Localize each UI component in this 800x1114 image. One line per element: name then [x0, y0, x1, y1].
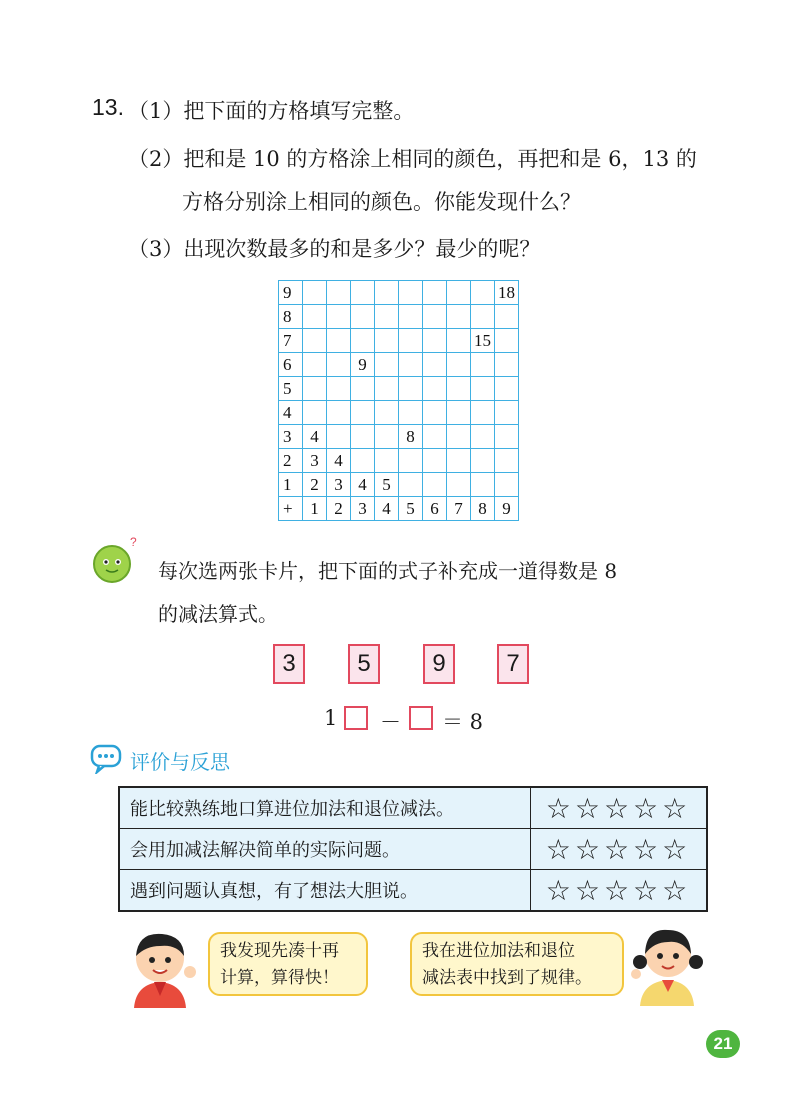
grid-cell[interactable] [399, 473, 423, 497]
grid-row-header: 7 [279, 329, 303, 353]
grid-cell[interactable] [399, 305, 423, 329]
grid-cell[interactable] [399, 449, 423, 473]
grid-cell[interactable]: 9 [351, 353, 375, 377]
answer-blank-2[interactable] [409, 706, 433, 730]
grid-cell[interactable] [375, 377, 399, 401]
grid-cell[interactable] [423, 449, 447, 473]
grid-column-header: 8 [471, 497, 495, 521]
question-part-3: （3）出现次数最多的和是多少？最少的呢？ [128, 237, 541, 261]
number-card[interactable]: 9 [423, 644, 455, 684]
grid-cell[interactable] [423, 281, 447, 305]
grid-row-header: 8 [279, 305, 303, 329]
grid-cell[interactable] [423, 353, 447, 377]
girl-speech-line-2: 减法表中找到了规律。 [422, 968, 592, 988]
grid-cell[interactable] [399, 329, 423, 353]
grid-cell[interactable] [447, 305, 471, 329]
grid-cell[interactable]: 2 [303, 473, 327, 497]
star-rating[interactable]: ☆☆☆☆☆ [531, 829, 708, 870]
grid-cell[interactable] [327, 305, 351, 329]
grid-cell[interactable]: 18 [495, 281, 519, 305]
grid-cell[interactable] [423, 377, 447, 401]
grid-cell[interactable] [375, 401, 399, 425]
question-part-2b: 方格分别涂上相同的颜色。你能发现什么？ [182, 190, 581, 214]
grid-cell[interactable] [471, 377, 495, 401]
grid-cell[interactable] [495, 377, 519, 401]
grid-column-header: 6 [423, 497, 447, 521]
table-row [119, 787, 707, 829]
chat-bubble-icon [90, 742, 122, 774]
grid-cell[interactable] [351, 425, 375, 449]
grid-cell[interactable] [423, 473, 447, 497]
number-card[interactable]: 5 [348, 644, 380, 684]
grid-column-header: 7 [447, 497, 471, 521]
grid-row-header: + [279, 497, 303, 521]
grid-cell[interactable] [351, 401, 375, 425]
grid-cell[interactable] [471, 473, 495, 497]
evaluation-table [118, 786, 708, 912]
thinking-text-line-1: 每次选两张卡片，把下面的式子补充成一道得数是 8 [158, 559, 618, 583]
criterion-text: 能比较熟练地口算进位加法和退位减法。 [119, 787, 531, 829]
grid-cell[interactable] [471, 449, 495, 473]
grid-cell[interactable] [399, 353, 423, 377]
grid-cell[interactable] [303, 401, 327, 425]
grid-cell[interactable] [327, 281, 351, 305]
grid-cell[interactable] [375, 353, 399, 377]
grid-cell[interactable] [351, 449, 375, 473]
grid-cell[interactable] [351, 281, 375, 305]
grid-cell[interactable] [423, 329, 447, 353]
svg-text:?: ? [130, 536, 137, 549]
grid-cell[interactable]: 15 [471, 329, 495, 353]
grid-cell[interactable] [303, 281, 327, 305]
grid-cell[interactable] [375, 281, 399, 305]
number-card[interactable]: 7 [497, 644, 529, 684]
grid-cell[interactable] [327, 425, 351, 449]
grid-cell[interactable] [327, 377, 351, 401]
criterion-text: 遇到问题认真想，有了想法大胆说。 [119, 870, 531, 912]
grid-row-header: 6 [279, 353, 303, 377]
grid-cell[interactable] [303, 377, 327, 401]
boy-speech-bubble [208, 932, 368, 996]
grid-column-header: 1 [303, 497, 327, 521]
star-rating[interactable]: ☆☆☆☆☆ [531, 787, 708, 829]
grid-cell[interactable] [327, 401, 351, 425]
page-number: 21 [706, 1030, 740, 1058]
question-part-2a: （2）把和是 10 的方格涂上相同的颜色，再把和是 6，13 的 [128, 147, 697, 171]
grid-cell[interactable] [351, 377, 375, 401]
minus-sign: － [380, 710, 401, 734]
grid-column-header: 2 [327, 497, 351, 521]
grid-cell[interactable] [375, 425, 399, 449]
thinking-text-line-2: 的减法算式。 [158, 602, 278, 626]
question-number: 13. [92, 94, 124, 120]
grid-cell[interactable] [351, 305, 375, 329]
equation-tens-digit: 1 [324, 706, 338, 730]
grid-cell[interactable] [423, 305, 447, 329]
grid-row-header: 2 [279, 449, 303, 473]
grid-cell[interactable] [471, 353, 495, 377]
grid-column-header: 9 [495, 497, 519, 521]
grid-cell[interactable] [471, 425, 495, 449]
grid-row-header: 9 [279, 281, 303, 305]
answer-blank-1[interactable] [344, 706, 368, 730]
grid-column-header: 4 [375, 497, 399, 521]
grid-cell[interactable] [495, 473, 519, 497]
grid-cell[interactable]: 3 [303, 449, 327, 473]
table-row [119, 870, 707, 912]
equals-result: ＝ 8 [442, 710, 484, 734]
grid-cell[interactable] [471, 281, 495, 305]
boy-speech-line-1: 我发现先凑十再 [220, 941, 339, 961]
grid-cell[interactable]: 4 [351, 473, 375, 497]
grid-cell[interactable] [447, 281, 471, 305]
grid-cell[interactable] [447, 353, 471, 377]
grid-cell[interactable] [447, 473, 471, 497]
grid-row-header: 4 [279, 401, 303, 425]
grid-cell[interactable] [303, 305, 327, 329]
question-part-1: （1）把下面的方格填写完整。 [128, 99, 415, 123]
grid-cell[interactable]: 4 [327, 449, 351, 473]
boy-character-icon [120, 926, 200, 1008]
evaluation-title: 评价与反思 [130, 752, 230, 774]
grid-cell[interactable] [399, 401, 423, 425]
grid-row-header: 5 [279, 377, 303, 401]
table-row [119, 829, 707, 870]
number-card[interactable]: 3 [273, 644, 305, 684]
grid-cell[interactable] [495, 305, 519, 329]
criterion-text: 会用加减法解决简单的实际问题。 [119, 829, 531, 870]
girl-character-icon [628, 918, 706, 1006]
grid-row-header: 1 [279, 473, 303, 497]
grid-cell[interactable] [399, 377, 423, 401]
grid-cell[interactable] [423, 425, 447, 449]
grid-cell[interactable] [447, 329, 471, 353]
grid-cell[interactable] [495, 329, 519, 353]
grid-cell[interactable] [447, 401, 471, 425]
grid-cell[interactable] [351, 329, 375, 353]
grid-cell[interactable] [327, 353, 351, 377]
girl-speech-bubble [410, 932, 624, 996]
grid-cell[interactable] [471, 401, 495, 425]
grid-cell[interactable] [495, 401, 519, 425]
grid-cell[interactable] [423, 401, 447, 425]
grid-cell[interactable]: 3 [327, 473, 351, 497]
addition-table-grid [278, 280, 519, 521]
grid-cell[interactable]: 8 [399, 425, 423, 449]
cabbage-mascot-icon [90, 536, 140, 586]
star-rating[interactable]: ☆☆☆☆☆ [531, 870, 708, 912]
grid-cell[interactable] [375, 449, 399, 473]
grid-cell[interactable] [495, 449, 519, 473]
grid-cell[interactable] [447, 425, 471, 449]
grid-cell[interactable] [375, 305, 399, 329]
grid-cell[interactable] [399, 281, 423, 305]
grid-cell[interactable] [375, 329, 399, 353]
grid-cell[interactable] [447, 449, 471, 473]
grid-cell[interactable] [303, 353, 327, 377]
grid-cell[interactable]: 5 [375, 473, 399, 497]
grid-row-header: 3 [279, 425, 303, 449]
grid-cell[interactable] [303, 329, 327, 353]
grid-cell[interactable] [447, 377, 471, 401]
grid-column-header: 3 [351, 497, 375, 521]
boy-speech-line-2: 计算，算得快！ [220, 968, 339, 988]
grid-column-header: 5 [399, 497, 423, 521]
grid-cell[interactable]: 4 [303, 425, 327, 449]
grid-cell[interactable] [471, 305, 495, 329]
girl-speech-line-1: 我在进位加法和退位 [422, 941, 575, 961]
grid-cell[interactable] [327, 329, 351, 353]
grid-cell[interactable] [495, 425, 519, 449]
grid-cell[interactable] [495, 353, 519, 377]
